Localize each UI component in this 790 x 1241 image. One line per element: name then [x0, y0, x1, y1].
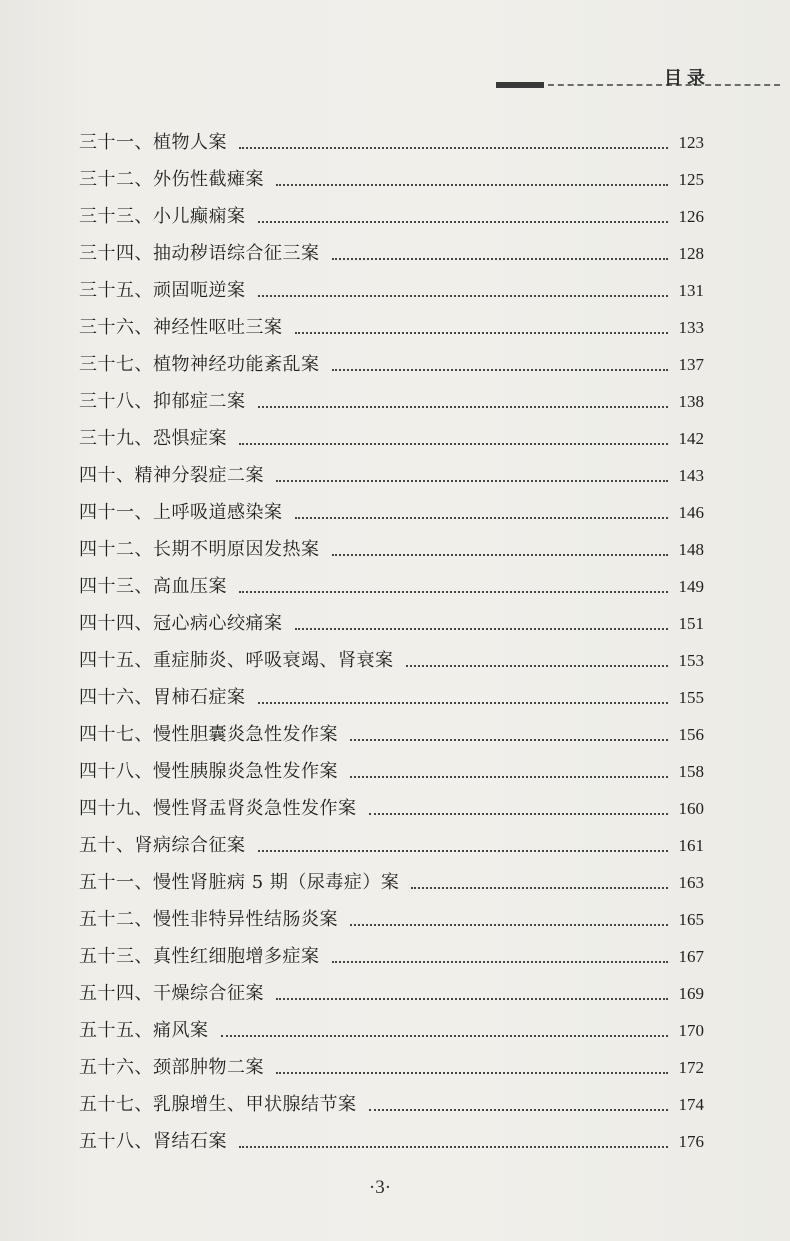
toc-dot-leader: [276, 184, 668, 186]
toc-entry-page-number: 149: [678, 577, 704, 596]
toc-entry-page-number: 131: [678, 281, 704, 300]
toc-entry[interactable]: [79, 1043, 704, 1080]
toc-entry-title: 三十四、抽动秽语综合征三案: [79, 243, 320, 264]
toc-dot-leader: [258, 221, 669, 223]
toc-entry[interactable]: [79, 747, 704, 784]
toc-entry[interactable]: [79, 451, 704, 488]
toc-entry[interactable]: [79, 155, 704, 192]
toc-dot-leader: [276, 480, 668, 482]
toc-entry-title: 五十、肾病综合征案: [79, 835, 246, 856]
toc-entry[interactable]: [79, 673, 704, 710]
toc-entry-title: 三十六、神经性呕吐三案: [79, 317, 283, 338]
toc-entry-page-number: 133: [678, 318, 704, 337]
toc-entry-title: 四十一、上呼吸道感染案: [79, 502, 283, 523]
header-rule-bar: [496, 82, 544, 88]
toc-entry[interactable]: [79, 636, 704, 673]
toc-entry[interactable]: [79, 858, 704, 895]
toc-entry[interactable]: [79, 821, 704, 858]
toc-entry-title: 四十五、重症肺炎、呼吸衰竭、肾衰案: [79, 650, 394, 671]
toc-entry[interactable]: [79, 1006, 704, 1043]
toc-dot-leader: [350, 924, 668, 926]
toc-entry-page-number: 169: [678, 984, 704, 1003]
toc-entry-title: 五十四、干燥综合征案: [79, 983, 264, 1004]
toc-entry-page-number: 155: [678, 688, 704, 707]
toc-entry[interactable]: [79, 303, 704, 340]
toc-dot-leader: [295, 332, 669, 334]
toc-dot-leader: [276, 998, 668, 1000]
toc-entry[interactable]: [79, 1117, 704, 1154]
toc-entry-title: 三十五、顽固呃逆案: [79, 280, 246, 301]
toc-dot-leader: [350, 739, 668, 741]
toc-entry-page-number: 137: [678, 355, 704, 374]
toc-entry[interactable]: [79, 414, 704, 451]
toc-entry-title: 三十二、外伤性截瘫案: [79, 169, 264, 190]
toc-entry-page-number: 172: [678, 1058, 704, 1077]
toc-dot-leader: [221, 1035, 669, 1037]
toc-entry-title: 四十八、慢性胰腺炎急性发作案: [79, 761, 338, 782]
toc-dot-leader: [258, 295, 669, 297]
toc-entry[interactable]: [79, 969, 704, 1006]
toc-entry[interactable]: [79, 340, 704, 377]
toc-entry[interactable]: [79, 1080, 704, 1117]
toc-dot-leader: [258, 850, 669, 852]
toc-dot-leader: [332, 258, 669, 260]
toc-entry-title: 五十六、颈部肿物二案: [79, 1057, 264, 1078]
table-of-contents: [79, 118, 704, 1154]
toc-entry-title: 五十一、慢性肾脏病 5 期（尿毒症）案: [79, 872, 400, 893]
toc-entry-title: 三十七、植物神经功能紊乱案: [79, 354, 320, 375]
toc-entry-page-number: 125: [678, 170, 704, 189]
toc-dot-leader: [411, 887, 668, 889]
toc-entry-title: 五十二、慢性非特异性结肠炎案: [79, 909, 338, 930]
toc-dot-leader: [369, 813, 669, 815]
toc-entry-title: 五十八、肾结石案: [79, 1131, 227, 1152]
toc-dot-leader: [276, 1072, 668, 1074]
toc-entry-title: 四十、精神分裂症二案: [79, 465, 264, 486]
toc-dot-leader: [239, 147, 668, 149]
toc-entry-title: 三十九、恐惧症案: [79, 428, 227, 449]
toc-dot-leader: [295, 517, 669, 519]
toc-dot-leader: [258, 702, 669, 704]
toc-entry-title: 四十四、冠心病心绞痛案: [79, 613, 283, 634]
toc-entry-page-number: 138: [678, 392, 704, 411]
page-number: ·3·: [368, 1177, 392, 1198]
toc-entry-title: 四十六、胃柿石症案: [79, 687, 246, 708]
running-header-title: 目录: [664, 68, 710, 89]
toc-entry[interactable]: [79, 377, 704, 414]
toc-dot-leader: [406, 665, 669, 667]
toc-dot-leader: [332, 554, 669, 556]
toc-dot-leader: [239, 1146, 668, 1148]
toc-entry[interactable]: [79, 562, 704, 599]
toc-dot-leader: [332, 961, 669, 963]
toc-entry-page-number: 151: [678, 614, 704, 633]
toc-entry[interactable]: [79, 229, 704, 266]
toc-entry-page-number: 158: [678, 762, 704, 781]
toc-entry-title: 五十七、乳腺增生、甲状腺结节案: [79, 1094, 357, 1115]
toc-entry-page-number: 174: [678, 1095, 704, 1114]
toc-dot-leader: [258, 406, 669, 408]
toc-entry[interactable]: [79, 488, 704, 525]
toc-entry[interactable]: [79, 118, 704, 155]
toc-entry[interactable]: [79, 599, 704, 636]
toc-entry[interactable]: [79, 710, 704, 747]
toc-dot-leader: [350, 776, 668, 778]
toc-entry[interactable]: [79, 932, 704, 969]
toc-entry-page-number: 123: [678, 133, 704, 152]
toc-entry-page-number: 142: [678, 429, 704, 448]
toc-entry-title: 三十一、植物人案: [79, 132, 227, 153]
toc-entry-page-number: 128: [678, 244, 704, 263]
toc-entry-title: 三十八、抑郁症二案: [79, 391, 246, 412]
toc-entry-title: 四十七、慢性胆囊炎急性发作案: [79, 724, 338, 745]
toc-entry-page-number: 167: [678, 947, 704, 966]
toc-dot-leader: [239, 591, 668, 593]
toc-entry-page-number: 160: [678, 799, 704, 818]
toc-dot-leader: [332, 369, 669, 371]
toc-entry-page-number: 148: [678, 540, 704, 559]
toc-entry-page-number: 126: [678, 207, 704, 226]
toc-entry[interactable]: [79, 784, 704, 821]
toc-entry-title: 四十二、长期不明原因发热案: [79, 539, 320, 560]
toc-dot-leader: [369, 1109, 669, 1111]
toc-dot-leader: [295, 628, 669, 630]
toc-entry[interactable]: [79, 525, 704, 562]
toc-entry-page-number: 165: [678, 910, 704, 929]
toc-entry-page-number: 163: [678, 873, 704, 892]
toc-entry-title: 五十三、真性红细胞增多症案: [79, 946, 320, 967]
toc-entry-page-number: 156: [678, 725, 704, 744]
toc-entry-title: 四十九、慢性肾盂肾炎急性发作案: [79, 798, 357, 819]
toc-entry-page-number: 143: [678, 466, 704, 485]
toc-entry[interactable]: [79, 895, 704, 932]
toc-entry-page-number: 176: [678, 1132, 704, 1151]
toc-entry-title: 三十三、小儿癫痫案: [79, 206, 246, 227]
toc-entry-page-number: 170: [678, 1021, 704, 1040]
toc-entry-title: 四十三、高血压案: [79, 576, 227, 597]
toc-entry[interactable]: [79, 266, 704, 303]
toc-entry-page-number: 161: [678, 836, 704, 855]
toc-entry-page-number: 146: [678, 503, 704, 522]
toc-entry-title: 五十五、痛风案: [79, 1020, 209, 1041]
toc-entry-page-number: 153: [678, 651, 704, 670]
toc-entry[interactable]: [79, 192, 704, 229]
toc-dot-leader: [239, 443, 668, 445]
